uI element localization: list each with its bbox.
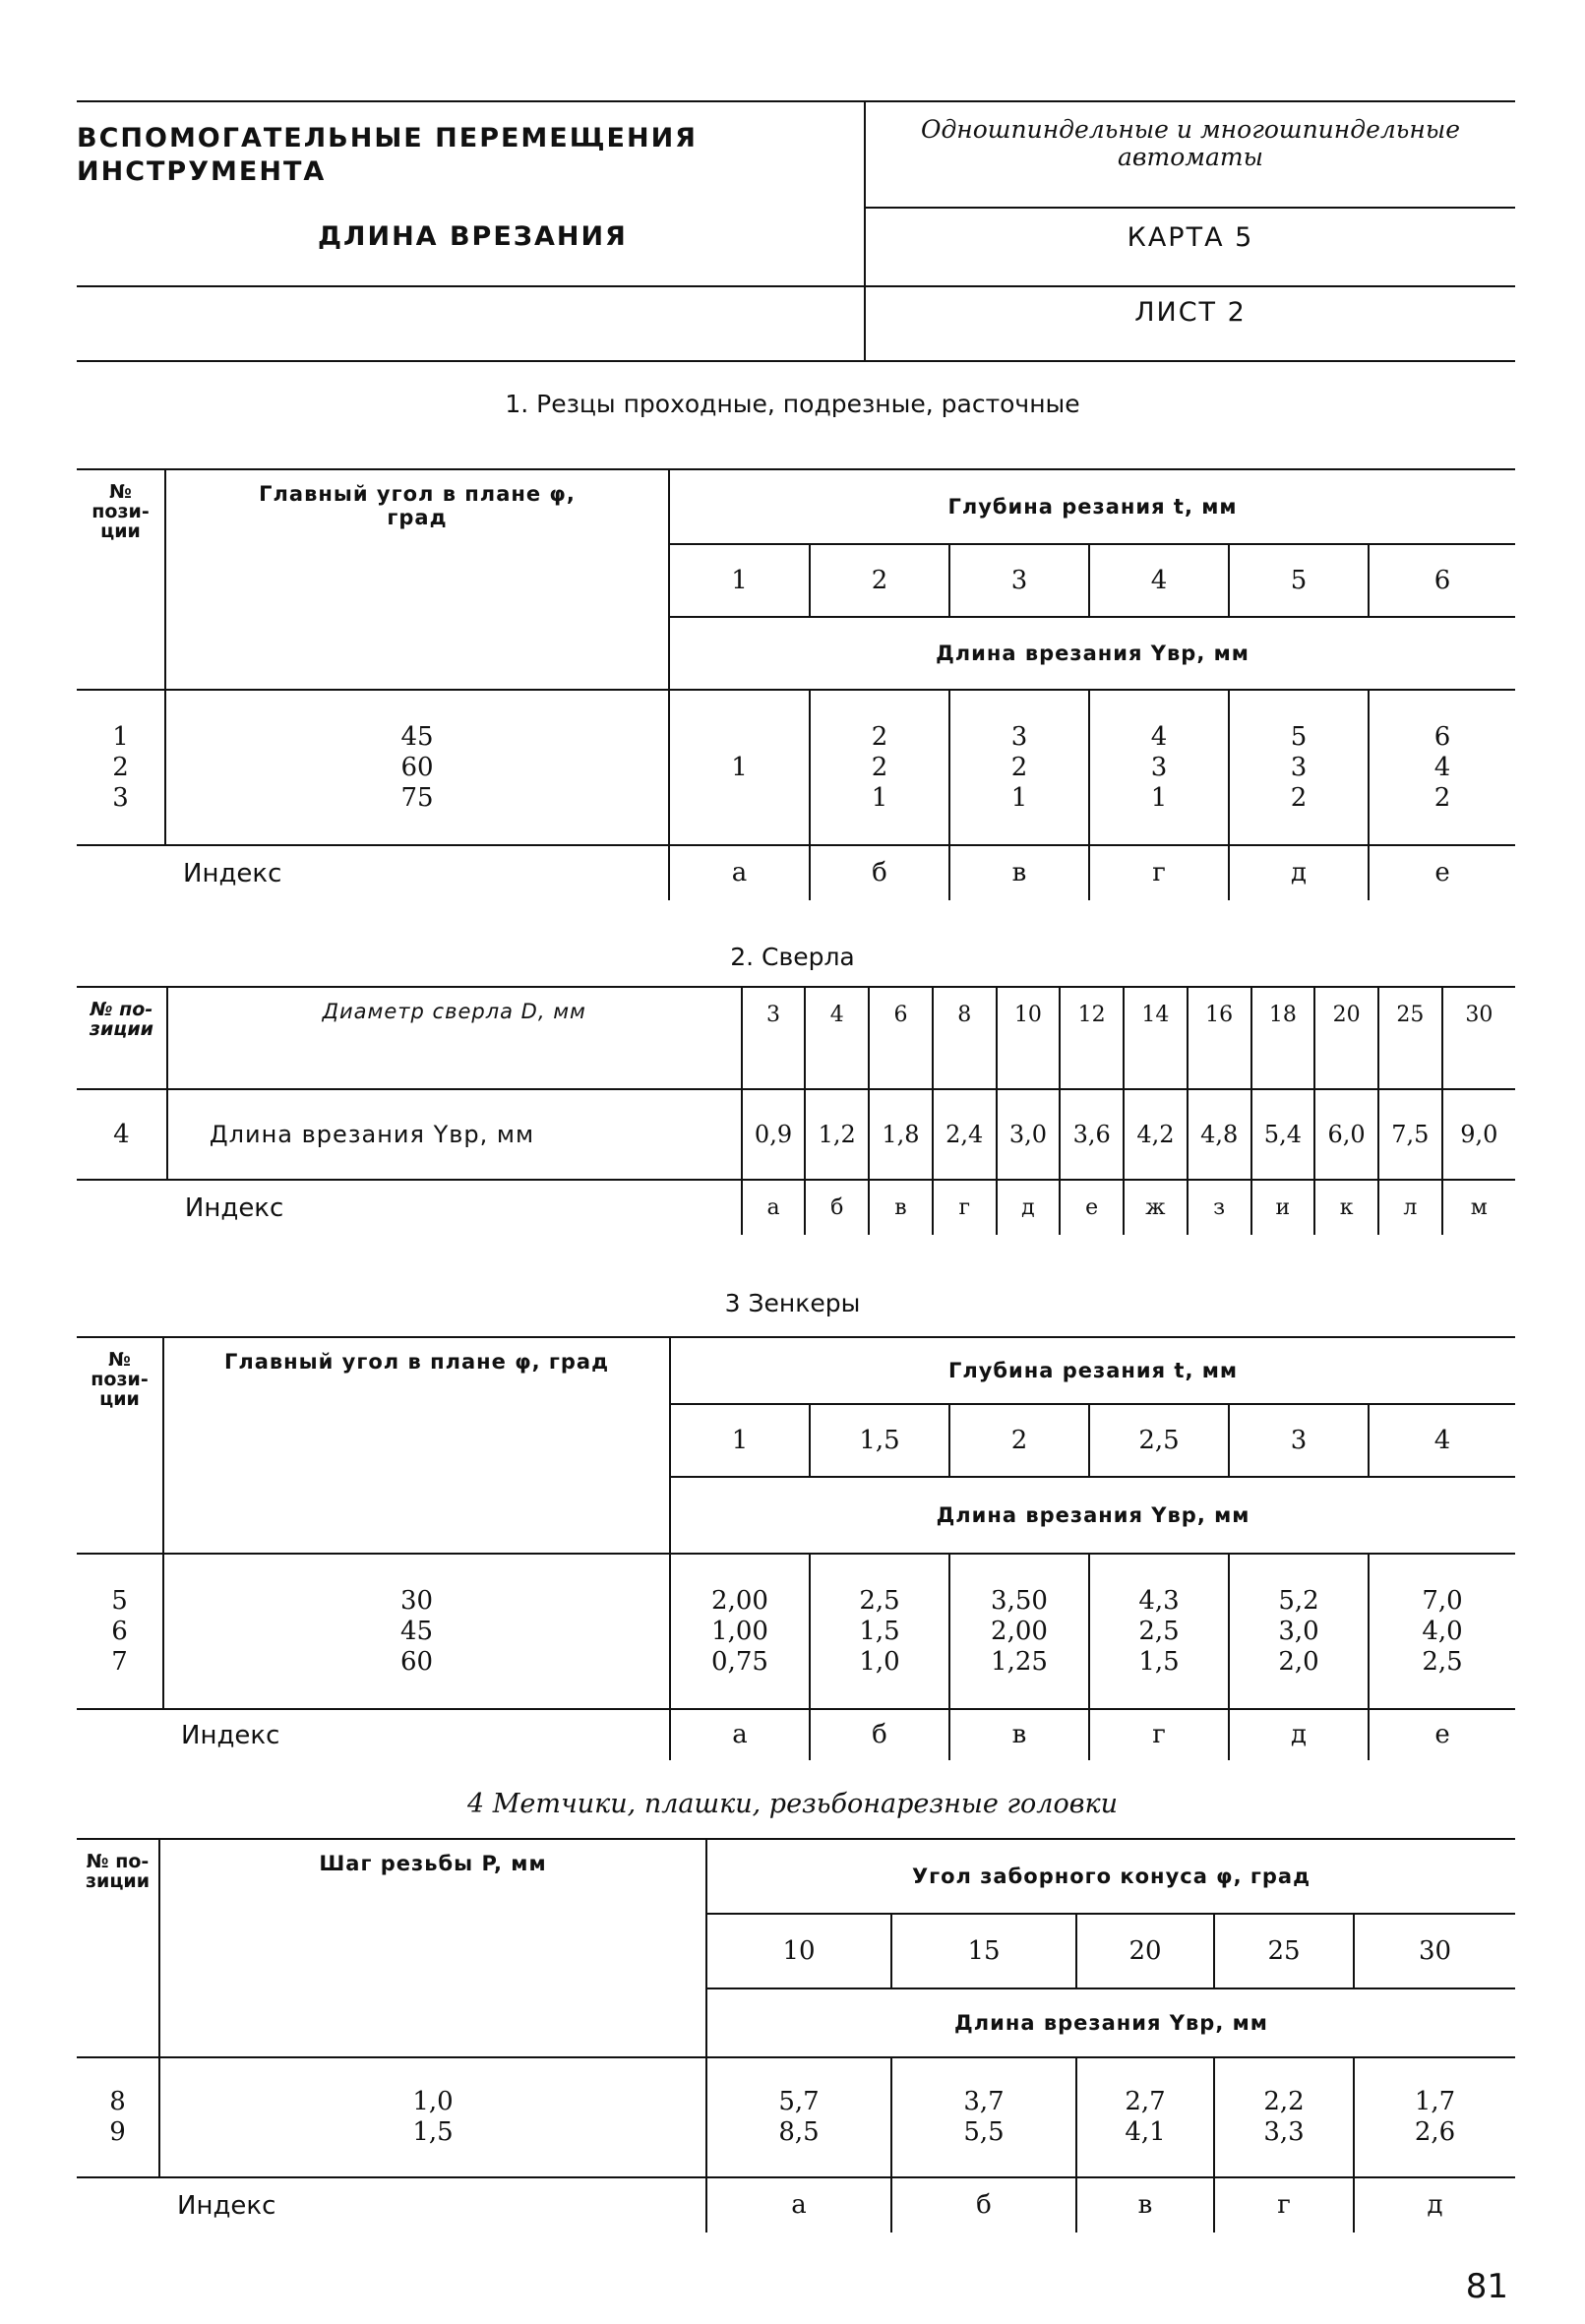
index-cell: в: [949, 1709, 1089, 1760]
length-header: Длина врезания Yвр, мм: [954, 2011, 1268, 2035]
value-cell: 2 2 1: [810, 690, 949, 845]
diameter-cell: 30: [1442, 987, 1515, 1089]
cone-cell: 30: [1354, 1914, 1515, 1988]
index-label: Индекс: [184, 1193, 284, 1223]
col-position-header: № по- зиции: [77, 1839, 159, 2057]
length-label: Длина врезания Yвр, мм: [167, 1089, 742, 1180]
header-subtitle: ДЛИНА ВРЕЗАНИЯ: [318, 221, 628, 252]
index-cell: в: [949, 845, 1089, 900]
col-angle-header: Главный угол в плане φ, град: [163, 1337, 670, 1554]
value-cell: 5,2 3,0 2,0: [1229, 1554, 1369, 1709]
index-cell: в: [1076, 2177, 1214, 2232]
index-cell: е: [1060, 1180, 1124, 1235]
cone-cell: 15: [891, 1914, 1076, 1988]
value-cell: 2,5 1,5 1,0: [810, 1554, 949, 1709]
col-position-header: № пози- ции: [77, 469, 165, 690]
pitches-cell: 1,0 1,5: [159, 2057, 706, 2177]
value-cell: 2,00 1,00 0,75: [670, 1554, 810, 1709]
diameter-cell: 8: [933, 987, 997, 1089]
section3-table: [77, 1336, 1515, 1760]
depth-cell: 1: [670, 1404, 810, 1477]
value-cell: 2,4: [933, 1089, 997, 1180]
section2-caption: 2. Сверла: [730, 943, 855, 971]
index-label: Индекс: [163, 1709, 670, 1760]
col-angle-header: Главный угол в плане φ, град: [165, 469, 669, 690]
index-cell: е: [1434, 858, 1450, 887]
positions-cell: 8 9: [77, 2057, 159, 2177]
diameter-cell: 6: [869, 987, 933, 1089]
machine-type: Одношпиндельные и многошпиндельные автоматы: [920, 115, 1461, 171]
header-title: ВСПОМОГАТЕЛЬНЫЕ ПЕРЕМЕЩЕНИЯ ИНСТРУМЕНТА: [77, 123, 698, 187]
value-cell: 4,2: [1124, 1089, 1188, 1180]
value-cell: 1,2: [805, 1089, 869, 1180]
index-cell: з: [1188, 1180, 1251, 1235]
depth-cell: 5: [1229, 544, 1369, 617]
section1-caption: 1. Резцы проходные, подрезные, расточные: [505, 390, 1080, 418]
diameter-cell: 25: [1378, 987, 1442, 1089]
depth-cell: 2: [810, 544, 949, 617]
positions-cell: 1 2 3: [77, 690, 165, 845]
depth-cell: 4: [1369, 1404, 1515, 1477]
value-cell: 5,7 8,5: [706, 2057, 891, 2177]
value-cell: 5,4: [1251, 1089, 1315, 1180]
index-cell: б: [891, 2177, 1076, 2232]
index-cell: д: [997, 1180, 1061, 1235]
depth-cell: 1,5: [810, 1404, 949, 1477]
value-cell: 4,8: [1188, 1089, 1251, 1180]
value-cell: 3,50 2,00 1,25: [949, 1554, 1089, 1709]
value-cell: 7,5: [1378, 1089, 1442, 1180]
value-cell: 0,9: [742, 1089, 806, 1180]
index-label: Индекс: [165, 845, 669, 900]
value-cell: 1,7 2,6: [1354, 2057, 1515, 2177]
col-position-header: № пози- ции: [77, 1337, 163, 1554]
index-cell: а: [706, 2177, 891, 2232]
index-cell: а: [669, 845, 810, 900]
depth-cell: 4: [1089, 544, 1229, 617]
length-header: Длина врезания Yвр, мм: [936, 642, 1250, 665]
depth-cell: 2: [949, 1404, 1089, 1477]
value-cell: 2,7 4,1: [1076, 2057, 1214, 2177]
depth-cell: 1: [669, 544, 810, 617]
position-cell: 4: [77, 1089, 167, 1180]
index-cell: и: [1251, 1180, 1315, 1235]
index-cell: д: [1229, 1709, 1369, 1760]
index-cell: е: [1434, 1720, 1450, 1749]
depth-cell: 6: [1369, 544, 1515, 617]
value-cell: 9,0: [1442, 1089, 1515, 1180]
col-diameter-header: Диаметр сверла D, мм: [167, 987, 742, 1089]
value-cell: 7,0 4,0 2,5: [1369, 1554, 1515, 1709]
value-cell: 6 4 2: [1369, 690, 1515, 845]
value-cell: 3,7 5,5: [891, 2057, 1076, 2177]
index-cell: б: [810, 845, 949, 900]
value-cell: 4,3 2,5 1,5: [1089, 1554, 1229, 1709]
col-position-header: № по- зиции: [77, 987, 167, 1089]
diameter-cell: 10: [997, 987, 1061, 1089]
depth-cell: 3: [949, 544, 1089, 617]
section2-table: [77, 986, 1515, 1235]
index-cell: а: [670, 1709, 810, 1760]
depth-cell: 2,5: [1089, 1404, 1229, 1477]
depth-header: Глубина резания t, мм: [669, 469, 1515, 544]
angles-cell: 30 45 60: [163, 1554, 670, 1709]
header-block: [77, 100, 1515, 362]
depth-cell: 3: [1229, 1404, 1369, 1477]
index-cell: ж: [1124, 1180, 1188, 1235]
cone-header: Угол заборного конуса φ, град: [706, 1839, 1515, 1914]
length-header: Длина врезания Yвр, мм: [936, 1503, 1250, 1527]
cone-cell: 25: [1214, 1914, 1354, 1988]
index-cell: д: [1427, 2190, 1443, 2220]
index-cell: а: [742, 1180, 806, 1235]
cone-cell: 20: [1076, 1914, 1214, 1988]
index-cell: г: [1089, 1709, 1229, 1760]
index-cell: б: [805, 1180, 869, 1235]
sheet-number: ЛИСТ 2: [1134, 297, 1247, 328]
index-cell: г: [1214, 2177, 1354, 2232]
index-cell: г: [1089, 845, 1229, 900]
index-cell: м: [1470, 1195, 1488, 1220]
depth-header: Глубина резания t, мм: [670, 1337, 1515, 1404]
cone-cell: 10: [706, 1914, 891, 1988]
card-number: КАРТА 5: [1127, 222, 1254, 253]
page-number: 81: [1465, 2267, 1508, 2306]
index-cell: в: [869, 1180, 933, 1235]
diameter-cell: 12: [1060, 987, 1124, 1089]
diameter-cell: 4: [805, 987, 869, 1089]
diameter-cell: 3: [742, 987, 806, 1089]
index-label: Индекс: [159, 2177, 706, 2232]
diameter-cell: 18: [1251, 987, 1315, 1089]
value-cell: 3,6: [1060, 1089, 1124, 1180]
value-cell: 3 2 1: [949, 690, 1089, 845]
index-cell: д: [1229, 845, 1369, 900]
value-cell: 1,8: [869, 1089, 933, 1180]
section4-caption: 4 Метчики, плашки, резьбонарезные головки: [467, 1789, 1118, 1819]
index-cell: к: [1314, 1180, 1378, 1235]
value-cell: 1: [669, 690, 810, 845]
index-cell: б: [810, 1709, 949, 1760]
angles-cell: 45 60 75: [165, 690, 669, 845]
index-cell: г: [933, 1180, 997, 1235]
diameter-cell: 16: [1188, 987, 1251, 1089]
diameter-cell: 14: [1124, 987, 1188, 1089]
value-cell: 5 3 2: [1229, 690, 1369, 845]
value-cell: 6,0: [1314, 1089, 1378, 1180]
value-cell: 2,2 3,3: [1214, 2057, 1354, 2177]
section4-table: [77, 1838, 1515, 2232]
section1-table: [77, 468, 1515, 900]
positions-cell: 5 6 7: [77, 1554, 163, 1709]
section3-caption: 3 Зенкеры: [724, 1289, 861, 1317]
index-cell: л: [1378, 1180, 1442, 1235]
value-cell: 4 3 1: [1089, 690, 1229, 845]
value-cell: 3,0: [997, 1089, 1061, 1180]
col-pitch-header: Шаг резьбы P, мм: [159, 1839, 706, 2057]
diameter-cell: 20: [1314, 987, 1378, 1089]
